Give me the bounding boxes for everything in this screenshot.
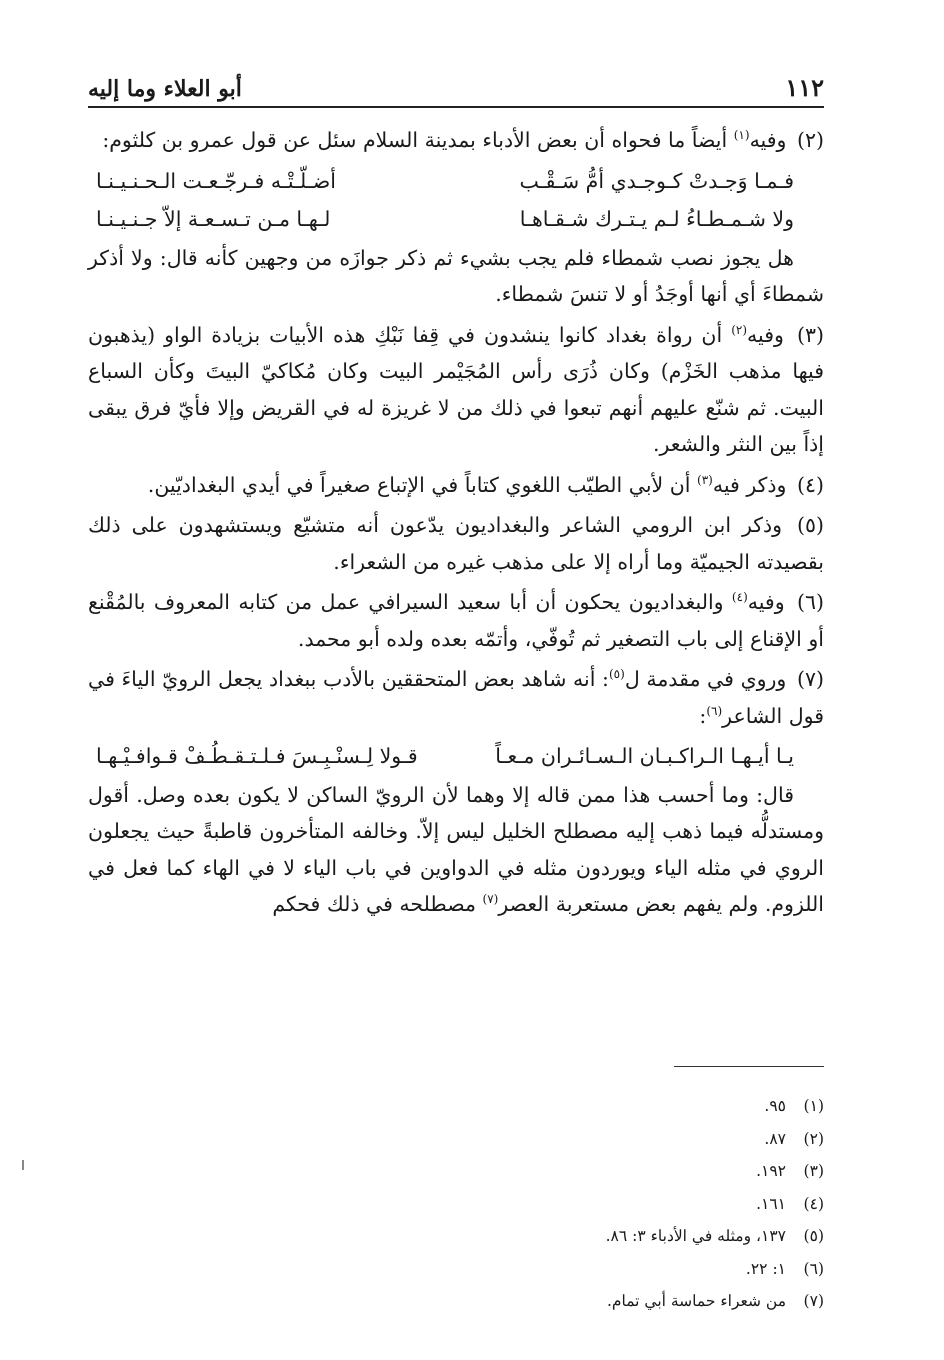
verse-line: [88, 201, 824, 238]
paragraph-final: [88, 777, 824, 923]
paragraph-text: أن لأبي الطيّب اللغوي كتاباً في الإتباع صغيراً في أيدي البغداديّين.: [147, 472, 698, 497]
page-body: [88, 122, 824, 927]
footnote-number: (٥): [803, 1227, 824, 1245]
verse-second-hemistich: أضـلّـتْـه فـرجّـعـت الـحـنـيـنـا: [96, 168, 336, 193]
footnote: [64, 1090, 824, 1123]
paragraph-commentary: [88, 240, 824, 313]
paragraph-number: (٣): [796, 322, 824, 347]
paragraph-text: والبغداديون يحكون أن أبا سعيد السيرافي عمل من كتابه المعروف بالمُقْنع أو الإقناع إلى باب التصغير ثم تُوفّي، وأتمّه بعده ولده أبو محمد.: [88, 590, 824, 651]
paragraph-text: :: [699, 703, 707, 728]
paragraph-text: قال: وما أحسب هذا ممن قاله إلا وهما لأن الرويّ الساكن لا يكون بعده وصل. أقول ومستدلُّه فيما ذهب إليه مصطلح الخليل ليس إلاّ. وخالفه المتأخرون قاطبةً حيث يجعلون الروي في مثله الياء ويوردون مثله في الدواوين في باب الياء لا في الهاء كما فعل في اللزوم. ولم يفهم بعض مستعربة العصر: [88, 782, 824, 916]
running-title: أبو العلاء وما إليه: [88, 76, 242, 102]
paragraph-number: (٤): [796, 472, 824, 497]
verse-second-hemistich: قـولا لِـسنْـبِـسَ فـلـتـقـطُـفْ قـوافـيْـهـا: [96, 744, 418, 768]
paragraph-text: أن رواة بغداد كانوا ينشدون في قِفا نَبْكِ هذه الأبيات بزيادة الواو (يذهبون فيها مذهب الخَزْم) وكان ذُرَى رأس المُجَيْمر البيت وكان مُكاكيّ البيتَ وكأن السباع البيت. ثم شنّع عليهم أنهم تبعوا في ذلك من لا غريزة له في القريض وإلا فأيّ فرق يبقى إذاً بين النثر والشعر.: [88, 322, 824, 456]
verse-first-hemistich: فـمـا وَجـدتْ كـوجـدي أمُّ سَـقْـب: [519, 168, 794, 193]
verse-first-hemistich: ولا شـمـطـاءُ لـم يـتـرك شـقـاهـا: [519, 207, 794, 231]
verse-second-hemistich: لـهـا مـن تـسـعـة إلاّ جـنـيـنـا: [96, 207, 331, 231]
paragraph-text: أيضاً ما فحواه أن بعض الأدباء بمدينة السلام سئل عن قول عمرو بن كلثوم:: [102, 128, 734, 152]
paragraph-number: (٥): [796, 513, 824, 537]
paragraph-text: وذكر ابن الرومي الشاعر والبغداديون يدّعون أنه متشيّع ويستشهدون على ذلك بقصيدته الجيميّة وما أراه إلا على مذهب غيره من الشعراء.: [88, 513, 824, 574]
paragraph-text: : أنه شاهد بعض المتحققين بالأدب ببغداد يجعل الرويّ الياءَ في قول الشاعر: [88, 667, 824, 728]
paragraph-text: وفيه: [747, 590, 785, 614]
paragraph-5: [88, 507, 824, 580]
footnote-number: (٦): [803, 1259, 824, 1278]
paragraph-2: [88, 122, 824, 159]
footnote: [64, 1188, 824, 1221]
footnote-text: ١: ٢٢.: [745, 1259, 786, 1278]
paragraph-4: [88, 467, 824, 504]
footnote-number: (٤): [803, 1194, 824, 1213]
footnote: [64, 1155, 824, 1188]
footnote-ref: (٥): [608, 667, 625, 682]
paragraph-text: وفيه: [749, 128, 787, 152]
footnote-number: (٧): [803, 1292, 824, 1310]
footnote-ref: (٤): [731, 590, 748, 605]
paragraph-text: وفيه: [747, 322, 784, 347]
footnote: [64, 1285, 824, 1318]
footnote: [64, 1123, 824, 1156]
footnote-text: ٨٧.: [764, 1129, 786, 1148]
footnote-text: ٩٥.: [764, 1097, 786, 1115]
footnote-divider: [674, 1066, 824, 1067]
footnote-text: ١٦١.: [756, 1194, 786, 1213]
footnote-ref: (٣): [697, 472, 713, 487]
footnote-number: (٣): [803, 1162, 824, 1180]
footnote-text: ١٣٧، ومثله في الأدباء ٣: ٨٦.: [605, 1227, 786, 1245]
verse-first-hemistich: يـا أيـهـا الـراكـبـان الـسـائـران مـعـاً: [495, 744, 794, 768]
page-number: ١١٢: [785, 73, 824, 102]
paragraph-text: مصطلحه في ذلك فحكم: [272, 892, 483, 916]
footnote-ref: (٦): [706, 703, 723, 718]
scan-mark: [22, 1160, 24, 1170]
paragraph-number: (٧): [796, 667, 824, 691]
paragraph-text: وروي في مقدمة ل: [624, 667, 787, 691]
footnote: [64, 1220, 824, 1253]
footnote-ref: (١): [733, 128, 750, 143]
paragraph-text: هل يجوز نصب شمطاء فلم يجب بشيء ثم ذكر جوازَه من وجهين كأنه قال: ولا أذكر شمطاءَ أي أنها أوجَدُ أو لا تنسَ شمطاء.: [88, 245, 824, 306]
paragraph-number: (٢): [796, 128, 824, 152]
paragraph-6: [88, 584, 824, 657]
footnote-text: ١٩٢.: [756, 1162, 786, 1180]
paragraph-number: (٦): [796, 590, 824, 614]
footnote-text: من شعراء حماسة أبي تمام.: [606, 1292, 786, 1310]
footnote-number: (١): [803, 1097, 824, 1115]
footnote-ref: (٧): [482, 892, 499, 907]
verse-line: [88, 163, 824, 200]
footnotes: [64, 1090, 824, 1318]
footnote-ref: (٢): [731, 322, 748, 337]
page-header: [88, 62, 824, 108]
paragraph-7: [88, 661, 824, 734]
paragraph-3: [88, 317, 824, 463]
verse-line: [88, 738, 824, 775]
paragraph-text: وذكر فيه: [712, 472, 787, 497]
footnote-number: (٢): [803, 1129, 824, 1148]
footnote: [64, 1253, 824, 1286]
